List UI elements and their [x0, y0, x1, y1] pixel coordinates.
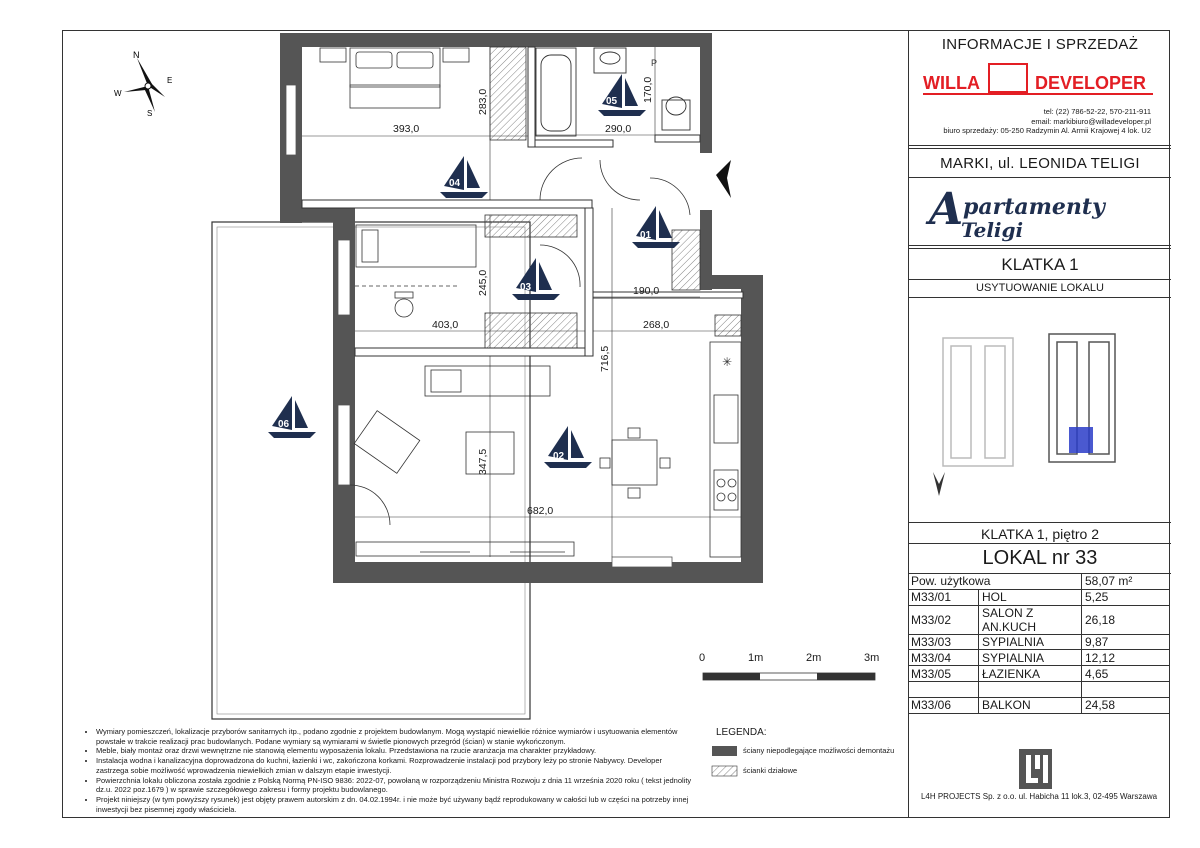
- dimension-label: 347,5: [477, 448, 489, 475]
- company-footer: L4H PROJECTS Sp. z o.o. ul. Habicha 11 lok.3, 02-495 Warszawa: [920, 792, 1158, 801]
- legend-partitions-label: ścianki działowe: [743, 766, 798, 775]
- note-item: • Wymiary pomieszczeń, lokalizacje przyborów sanitarnych itp., podano zgodnie z projektem budowlanym. Mogą wystąpić niewielkie różnice wymiarów i usytuowania elementów powstałe w trakcie realizacji prac budowlanych. Podane wymiary są wymiarami w świetle pionowych przegród (ścian) w stanie wykończonym.: [96, 727, 696, 746]
- note-item: • Meble, biały montaż oraz drzwi wewnętrzne nie stanowią elementu wyposażenia lokalu. Przedstawiona na rzucie aranżacja ma charakter przykładowy.: [96, 746, 696, 756]
- svg-text:02: 02: [553, 451, 565, 462]
- map-compass-icon: [933, 472, 945, 496]
- location-subtitle-box: USYTUOWANIE LOKALU: [909, 280, 1171, 298]
- dimension-label: 170,0: [642, 76, 654, 103]
- dimension-label: 290,0: [605, 123, 632, 135]
- dimension-label: 268,0: [643, 319, 670, 331]
- table-row: M33/01 HOL 5,25: [908, 589, 1170, 605]
- legend-walls-label: ściany niepodlegające możliwości demontażu: [743, 746, 895, 755]
- svg-text:06: 06: [278, 419, 290, 430]
- legend-partition-swatch: [712, 766, 737, 776]
- table-row: M33/03 SYPIALNIA 9,87: [908, 634, 1170, 650]
- svg-text:05: 05: [606, 96, 618, 107]
- table-row: M33/04 SYPIALNIA 12,12: [908, 650, 1170, 666]
- dimension-label: 393,0: [393, 123, 420, 135]
- note-item: • Powierzchnia lokalu obliczona została zgodnie z Polską Normą PN-ISO 9836: 2022-07, powołaną w rozporządzeniu Ministra Rozwoju z dnia 11 września 2020 roku ( tekst jednolity dz.u. 2022 poz.1679 ) w sprawie szczegółowego zakresu i formy projektu budowlanego.: [96, 776, 696, 795]
- table-row: Pow. użytkowa 58,07 m²: [908, 574, 1170, 589]
- room-marker-04: [440, 156, 488, 198]
- willa-developer-logo: WILLA DEVELOPER: [909, 59, 1171, 95]
- svg-text:01: 01: [640, 230, 652, 241]
- svg-text:✳: ✳: [722, 355, 733, 369]
- staircase-box: KLATKA 1: [909, 248, 1171, 280]
- dimension-label: 283,0: [477, 88, 489, 115]
- svg-text:S: S: [147, 109, 153, 118]
- legend: [712, 727, 895, 775]
- room-marker-02: [544, 426, 592, 468]
- info-title: INFORMACJE I SPRZEDAŻ: [941, 36, 1139, 53]
- unit-title-box: LOKAL nr 33: [909, 544, 1171, 574]
- room-marker-03: [512, 258, 560, 300]
- note-item: • Instalacja wodna i kanalizacyjna doprowadzona do kuchni, łazienki i wc, zakończona korkami. Rozprowadzenie instalacji pod przybory leży po stronie Nabywcy. Developer zastrzega sobie możliwość wprowadzenia niewielkich zmian w dalszym etapie inwestycji.: [96, 756, 696, 775]
- svg-text:04: 04: [449, 178, 461, 189]
- table-row: M33/02 SALON Z AN.KUCH 26,18: [908, 605, 1170, 634]
- room-area-table: [908, 574, 1170, 714]
- dimension-label: 682,0: [527, 505, 554, 517]
- svg-text:W: W: [114, 89, 122, 98]
- compass-icon: [114, 50, 172, 118]
- phone-text: tel: (22) 786-52-22, 570-211-911: [1043, 107, 1151, 116]
- scale-bar: [703, 673, 875, 680]
- dimension-label: 190,0: [633, 285, 660, 297]
- scale-label-2m: 2m: [806, 652, 822, 664]
- legend-wall-swatch: [712, 746, 737, 756]
- scale-label-0: 0: [699, 652, 706, 664]
- floor-box: KLATKA 1, piętro 2: [909, 522, 1171, 544]
- scale-label-1m: 1m: [748, 652, 764, 664]
- sales-info-box: [909, 30, 1171, 146]
- entrance-arrow-icon: [716, 160, 731, 198]
- office-text: biuro sprzedaży: 05-250 Radzymin Al. Armii Krajowej 4 lok. U2: [943, 126, 1151, 135]
- dimension-label: 245,0: [477, 269, 489, 296]
- apartamenty-logo: A partamenty Teligi: [909, 178, 1171, 246]
- dimension-label: 403,0: [432, 319, 459, 331]
- scale-label-3m: 3m: [864, 652, 880, 664]
- svg-text:03: 03: [520, 282, 532, 293]
- dimension-label: 716,5: [599, 345, 611, 372]
- table-row: M33/05 ŁAZIENKA 4,65: [908, 666, 1170, 682]
- legend-title: LEGENDA:: [716, 727, 767, 738]
- note-item: • Projekt niniejszy (w tym powyższy rysunek) jest objęty prawem autorskim z dn. 04.02.1994r. i nie może być używany bądź reprodukowany w całości lub w części na potrzeby innej inwestycji bez pisemnej zgody właściciela.: [96, 795, 696, 814]
- email-text: email: markibiuro@willadeveloper.pl: [1031, 116, 1151, 126]
- location-map: [909, 298, 1171, 522]
- svg-text:N: N: [133, 50, 140, 60]
- notes-list: [88, 727, 696, 814]
- room-marker-06: [268, 396, 316, 438]
- unit-highlight: [1069, 427, 1093, 453]
- svg-text:E: E: [167, 76, 173, 85]
- total-area: 58,07 m²: [1082, 574, 1171, 589]
- room-marker-05: [598, 74, 646, 116]
- table-row: [908, 681, 1170, 697]
- table-row: M33/06 BALKON 24,58: [908, 697, 1170, 713]
- address-box: MARKI, ul. LEONIDA TELIGI: [909, 148, 1171, 178]
- ventilation-label: P: [651, 58, 658, 68]
